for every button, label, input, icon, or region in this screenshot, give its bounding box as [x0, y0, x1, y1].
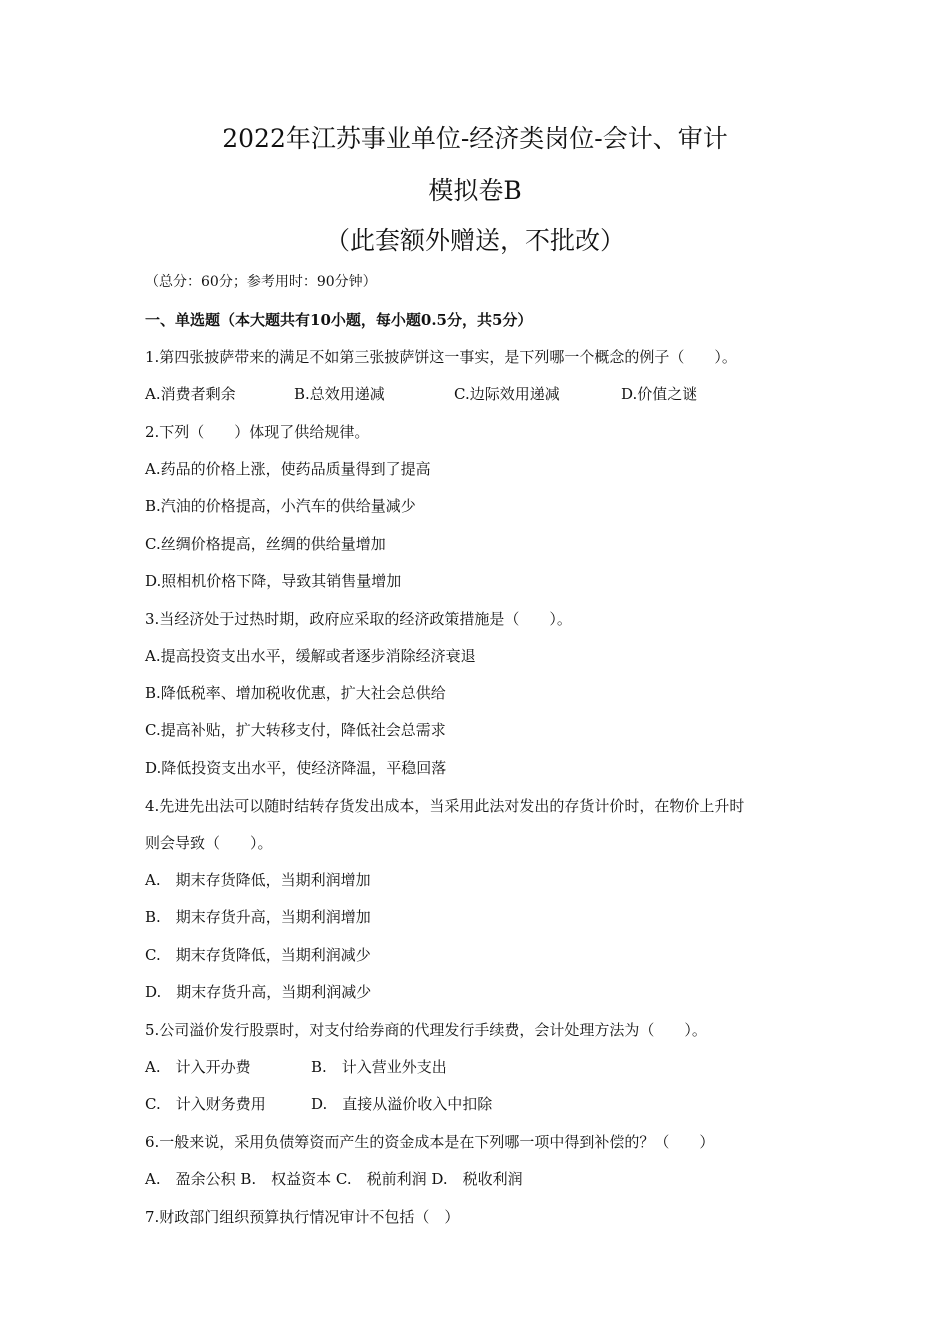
question-5-stem: 5.公司溢价发行股票时，对支付给券商的代理发行手续费，会计处理方法为（ ）。: [145, 1021, 707, 1039]
question-5-options-row-1: [145, 1056, 645, 1078]
question-4-option-a: A. 期末存货降低，当期利润增加: [145, 871, 371, 889]
question-1-option-b: B.总效用递减: [294, 385, 385, 403]
question-3-option-c: C.提高补贴，扩大转移支付，降低社会总需求: [145, 721, 446, 739]
question-2-option-b: B.汽油的价格提高，小汽车的供给量减少: [145, 497, 416, 515]
question-2-option-a: A.药品的价格上涨，使药品质量得到了提高: [145, 460, 431, 478]
document-title: 2022年江苏事业单位-经济类岗位-会计、审计: [222, 124, 728, 153]
question-1-options: [145, 383, 805, 405]
question-1-stem: 1.第四张披萨带来的满足不如第三张披萨饼这一事实，是下列哪一个概念的例子（ ）。: [145, 348, 737, 366]
question-4-stem-continued: 则会导致（ ）。: [145, 834, 273, 852]
section-heading: 一、单选题（本大题共有10小题，每小题0.5分，共5分）: [145, 311, 533, 329]
question-1-option-a: A.消费者剩余: [145, 385, 236, 403]
question-6-options: A. 盈余公积 B. 权益资本 C. 税前利润 D. 税收利润: [145, 1170, 523, 1188]
question-4-option-d: D. 期末存货升高，当期利润减少: [145, 983, 372, 1001]
question-4-option-b: B. 期末存货升高，当期利润增加: [145, 908, 371, 926]
question-3-option-d: D.降低投资支出水平，使经济降温，平稳回落: [145, 759, 447, 777]
question-2-stem: 2.下列（ ）体现了供给规律。: [145, 423, 370, 441]
question-3-option-b: B.降低税率、增加税收优惠，扩大社会总供给: [145, 684, 446, 702]
question-5-option-b: B. 计入营业外支出: [311, 1058, 447, 1076]
question-6-stem: 6.一般来说，采用负债筹资而产生的资金成本是在下列哪一项中得到补偿的？（ ）: [145, 1133, 715, 1151]
question-5-options-row-2: [145, 1093, 645, 1115]
question-3-stem: 3.当经济处于过热时期，政府应采取的经济政策措施是（ ）。: [145, 610, 572, 628]
question-1-option-d: D.价值之谜: [621, 385, 698, 403]
question-5-option-a: A. 计入开办费: [145, 1058, 251, 1076]
question-4-stem: 4.先进先出法可以随时结转存货发出成本，当采用此法对发出的存货计价时，在物价上升时: [145, 797, 745, 815]
question-7-stem: 7.财政部门组织预算执行情况审计不包括（ ）: [145, 1208, 460, 1226]
question-1-option-c: C.边际效用递减: [454, 385, 560, 403]
question-3-option-a: A.提高投资支出水平，缓解或者逐步消除经济衰退: [145, 647, 476, 665]
question-2-option-c: C.丝绸价格提高，丝绸的供给量增加: [145, 535, 386, 553]
exam-info: （总分：60分；参考用时：90分钟）: [145, 274, 377, 290]
question-5-option-c: C. 计入财务费用: [145, 1095, 266, 1113]
question-5-option-d: D. 直接从溢价收入中扣除: [311, 1095, 493, 1113]
document-subtitle: 模拟卷B: [428, 176, 522, 205]
question-2-option-d: D.照相机价格下降，导致其销售量增加: [145, 572, 402, 590]
document-note: （此套额外赠送，不批改）: [324, 226, 625, 255]
question-4-option-c: C. 期末存货降低，当期利润减少: [145, 946, 371, 964]
